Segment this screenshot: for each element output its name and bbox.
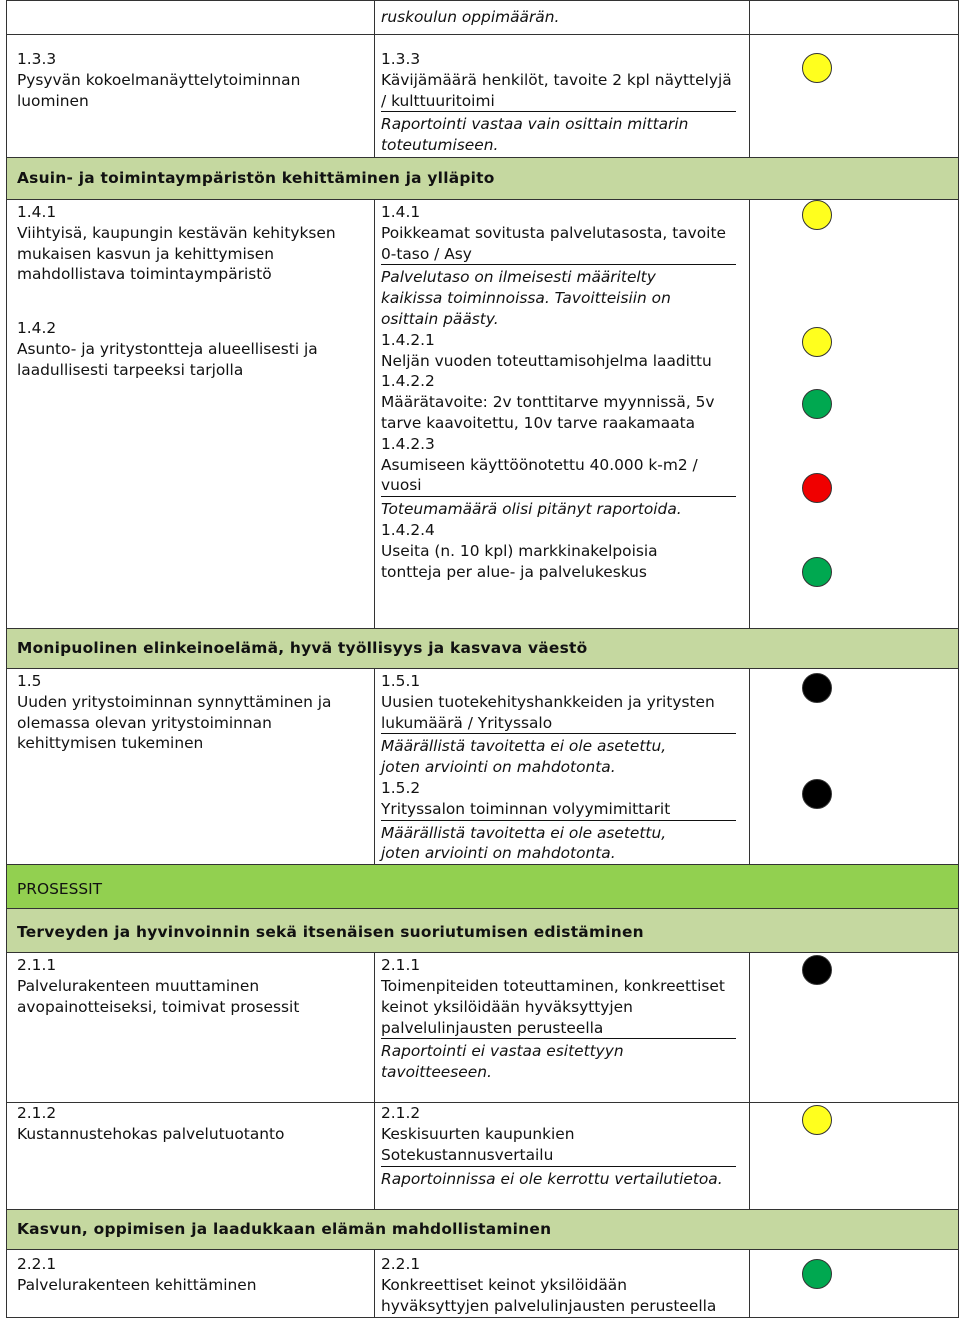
evaluation-table-page	[6, 0, 958, 1317]
indicator-code: 2.2.1	[381, 1255, 421, 1274]
report-note: Määrällistä tavoitetta ei ole asetettu, joten arviointi on mahdotonta.	[381, 823, 667, 863]
section-title: Kasvun, oppimisen ja laadukkaan elämän mahdollistaminen	[17, 1220, 552, 1239]
indicator-code: 1.4.2.3	[381, 434, 435, 453]
section-header-row	[7, 1210, 959, 1250]
section-header-row	[7, 909, 959, 953]
table-row	[7, 1, 959, 35]
goal-code: 1.4.2	[17, 319, 57, 338]
status-light	[802, 557, 832, 587]
status-light	[802, 327, 832, 357]
goal-code: 1.5	[17, 672, 42, 690]
indicator-code: 1.4.1	[381, 203, 421, 221]
report-note: Raportoinnissa ei ole kerrottu vertailutietoa.	[381, 1169, 723, 1188]
table-row	[7, 1103, 959, 1210]
indicator-text: Määrätavoite: 2v tonttitarve myynnissä, 5v tarve kaavoitettu, 10v tarve raakamaata	[381, 393, 715, 432]
status-light	[802, 200, 832, 230]
goal-code: 2.1.1	[17, 956, 57, 975]
goal-text: Palvelurakenteen muuttaminen avopainotteiseksi, toimivat prosessit	[17, 976, 300, 1016]
continued-text: ruskoulun oppimäärän.	[381, 8, 560, 26]
indicator-text: Uusien tuotekehityshankkeiden ja yritysten lukumäärä / Yrityssalo	[381, 692, 736, 735]
process-header-row	[7, 865, 959, 909]
indicator-code: 1.5.2	[381, 778, 421, 797]
goal-text: Viihtyisä, kaupungin kestävän kehityksen mukaisen kasvun ja kehittymisen mahdollistava toimintaympäristö	[17, 223, 336, 284]
indicator-text: Keskisuurten kaupunkien Sotekustannusvertailu	[381, 1124, 736, 1167]
goal-code: 2.2.1	[17, 1255, 57, 1274]
status-light	[802, 779, 832, 809]
indicator-text: Asumiseen käyttöönotettu 40.000 k-m2 / vuosi	[381, 455, 736, 498]
table-row	[7, 200, 959, 629]
indicator-code: 1.4.2.4	[381, 520, 435, 539]
status-light	[802, 389, 832, 419]
status-light	[802, 473, 832, 503]
section-title: Asuin- ja toimintaympäristön kehittäminen ja ylläpito	[17, 169, 495, 187]
goal-text: Pysyvän kokoelmanäyttelytoiminnan luominen	[17, 70, 301, 110]
status-light	[802, 53, 832, 83]
indicator-text: Konkreettiset keinot yksilöidään hyväksyttyjen palvelulinjausten perusteella	[381, 1275, 717, 1315]
status-light	[802, 1105, 832, 1135]
indicator-code: 2.1.2	[381, 1104, 421, 1123]
section-title: PROSESSIT	[17, 880, 103, 899]
section-header-row	[7, 158, 959, 200]
indicator-code: 1.4.2.1	[381, 330, 435, 349]
goal-text: Palvelurakenteen kehittäminen	[17, 1275, 257, 1294]
indicator-text: Toimenpiteiden toteuttaminen, konkreettiset keinot yksilöidään hyväksyttyjen palvelulinjausten perusteella	[381, 976, 736, 1039]
section-title: Terveyden ja hyvinvoinnin sekä itsenäisen suoriutumisen edistäminen	[17, 923, 644, 942]
goals-evaluation-table	[6, 0, 959, 1318]
table-row	[7, 35, 959, 158]
goal-code: 1.4.1	[17, 203, 57, 221]
goal-code: 2.1.2	[17, 1104, 57, 1123]
indicator-text: Kävijämäärä henkilöt, tavoite 2 kpl näyttelyjä / kulttuuritoimi	[381, 70, 736, 113]
goal-code: 1.3.3	[17, 50, 57, 68]
report-note: Toteumamäärä olisi pitänyt raportoida.	[381, 500, 682, 519]
status-light	[802, 955, 832, 985]
indicator-code: 1.5.1	[381, 672, 421, 690]
section-header-row	[7, 629, 959, 669]
goal-text: Asunto- ja yritystontteja alueellisesti ja laadullisesti tarpeeksi tarjolla	[17, 339, 318, 379]
table-row	[7, 1250, 959, 1318]
report-note: Määrällistä tavoitetta ei ole asetettu, joten arviointi on mahdotonta.	[381, 737, 667, 777]
status-light	[802, 673, 832, 703]
indicator-code: 1.3.3	[381, 50, 421, 68]
status-light	[802, 1259, 832, 1289]
table-row	[7, 953, 959, 1103]
indicator-text: Neljän vuoden toteuttamisohjelma laadittu	[381, 351, 712, 370]
report-note: Raportointi vastaa vain osittain mittarin toteutumiseen.	[381, 115, 689, 155]
indicator-text: Poikkeamat sovitusta palvelutasosta, tavoite 0-taso / Asy	[381, 223, 736, 266]
report-note: Raportointi ei vastaa esitettyyn tavoitteeseen.	[381, 1042, 624, 1082]
goal-text: Uuden yritystoiminnan synnyttäminen ja olemassa olevan yritystoiminnan kehittymisen tukeminen	[17, 692, 332, 753]
indicator-code: 2.1.1	[381, 956, 421, 975]
goal-text: Kustannustehokas palvelutuotanto	[17, 1124, 285, 1143]
section-title: Monipuolinen elinkeinoelämä, hyvä työllisyys ja kasvava väestö	[17, 639, 588, 657]
indicator-text: Yrityssalon toiminnan volyymimittarit	[381, 799, 736, 821]
indicator-text: Useita (n. 10 kpl) markkinakelpoisia tontteja per alue- ja palvelukeskus	[381, 541, 658, 581]
table-row	[7, 669, 959, 865]
report-note: Palvelutaso on ilmeisesti määritelty kaikissa toiminnoissa. Tavoitteisiin on osittain päästy.	[381, 268, 671, 328]
indicator-code: 1.4.2.2	[381, 372, 435, 391]
